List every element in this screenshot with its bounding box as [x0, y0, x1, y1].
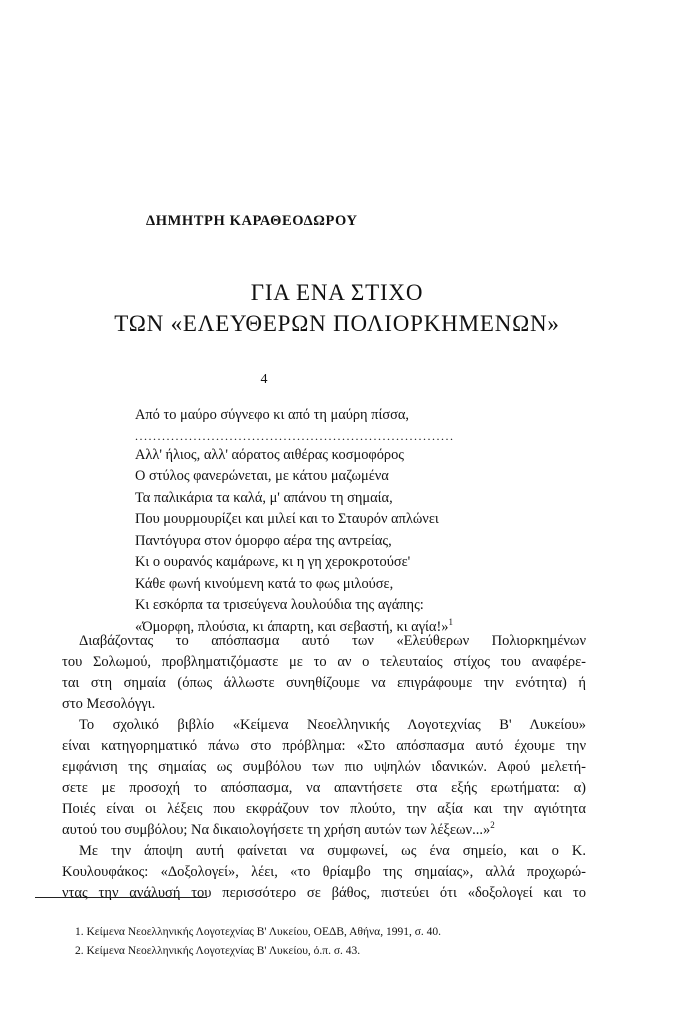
body-line: στο Μεσολόγγι.: [62, 696, 156, 712]
poem-line: Κι ο ουρανός καμάρωνε, κι η γη χεροκροτούσε': [135, 554, 411, 570]
body-text: [62, 631, 586, 904]
body-line: Το σχολικό βιβλίο «Κείμενα Νεοελληνικής Λογοτεχνίας Β' Λυκείου»: [79, 717, 586, 733]
footnote-1: 1. Κείμενα Νεοελληνικής Λογοτεχνίας Β' Λυκείου, ΟΕΔΒ, Αθήνα, 1991, σ. 40.: [75, 926, 442, 938]
poem-omission-dots: .......................................................................: [135, 428, 455, 443]
poem-line: Παντόγυρα στον όμορφο αέρα της αντρείας,: [135, 532, 392, 549]
section-number: 4: [260, 372, 268, 387]
poem-line: Κι εσκόρπα τα τρισεύγενα λουλούδια της αγάπης:: [135, 597, 424, 613]
poem-line: Που μουρμουρίζει και μιλεί και το Σταυρόν απλώνει: [135, 511, 439, 527]
article-title-line-1: ΓΙΑ ΕΝΑ ΣΤΙΧΟ: [250, 280, 424, 305]
body-line-text: αυτού του συμβόλου; Να δικαιολογήσετε τη χρήση αυτών των λέξεων...»: [62, 822, 491, 838]
body-line: Κουλουφάκος: «Δοξολογεί», λέει, «το θρίαμβο της σημαίας», αλλά προχωρώ-: [62, 864, 586, 880]
footnote-ref-2: 2: [490, 820, 495, 831]
poem-line: Κάθε φωνή κινούμενη κατά το φως μιλούσε,: [135, 575, 394, 592]
footnotes: [75, 923, 441, 961]
poem-line-text: «Όμορφη, πλούσια, κι άπαρτη, και σεβαστή, κι αγία!»: [135, 618, 449, 635]
body-line: ται στη σημαία (όπως άλλωστε συνηθίζουμε να επιγράφουμε την ενότητα) ή: [62, 675, 586, 691]
body-line: Διαβάζοντας το απόσπασμα αυτό των «Ελεύθερων Πολιορκημένων: [79, 633, 586, 649]
body-line: του Σολωμού, προβληματιζόμαστε με το αν ο τελευταίος στίχος του αναφέρε-: [62, 654, 586, 670]
article-title-line-2: ΤΩΝ «ΕΛΕΥΘΕΡΩΝ ΠΟΛΙΟΡΚΗΜΕΝΩΝ»: [114, 311, 560, 336]
body-line: Ποιές είναι οι λέξεις που εκφράζουν τον πλούτο, την αξία και την αγιότητα: [62, 801, 586, 817]
footnote-separator: [35, 897, 207, 898]
body-line: εμφάνιση της σημαίας ως συμβόλου των πιο υψηλών ιδανικών. Αφού μελετή-: [62, 759, 586, 775]
poem-line: Αλλ' ήλιος, αλλ' αόρατος αιθέρας κοσμοφόρος: [135, 446, 404, 463]
body-line: σετε με προσοχή το απόσπασμα, να απαντήσετε στα εξής ερωτήματα: α): [62, 780, 586, 796]
poem-excerpt: [135, 405, 455, 638]
footnote-ref-1: 1: [448, 616, 453, 627]
poem-line: Τα παλικάρια τα καλά, μ' απάνου τη σημαία,: [135, 489, 393, 506]
author-name: ΔΗΜΗΤΡΗ ΚΑΡΑΘΕΟΔΩΡΟΥ: [146, 213, 358, 229]
body-line: [62, 820, 586, 841]
poem-line: Ο στύλος φανερώνεται, με κάτου μαζωμένα: [135, 468, 389, 484]
poem-line: Από το μαύρο σύγνεφο κι από τη μαύρη πίσσα,: [135, 407, 409, 423]
body-line: είναι κατηγορηματικό πάνω στο πρόβλημα: «Στο απόσπασμα αυτό έχουμε την: [62, 738, 586, 754]
body-line: Με την άποψη αυτή φαίνεται να συμφωνεί, ως ένα σημείο, και ο Κ.: [79, 843, 586, 859]
footnote-2: 2. Κείμενα Νεοελληνικής Λογοτεχνίας Β' Λυκείου, ό.π. σ. 43.: [75, 945, 361, 957]
body-line: ντας την ανάλυσή του περισσότερο σε βάθος, πιστεύει ότι «δοξολογεί και το: [62, 885, 586, 901]
